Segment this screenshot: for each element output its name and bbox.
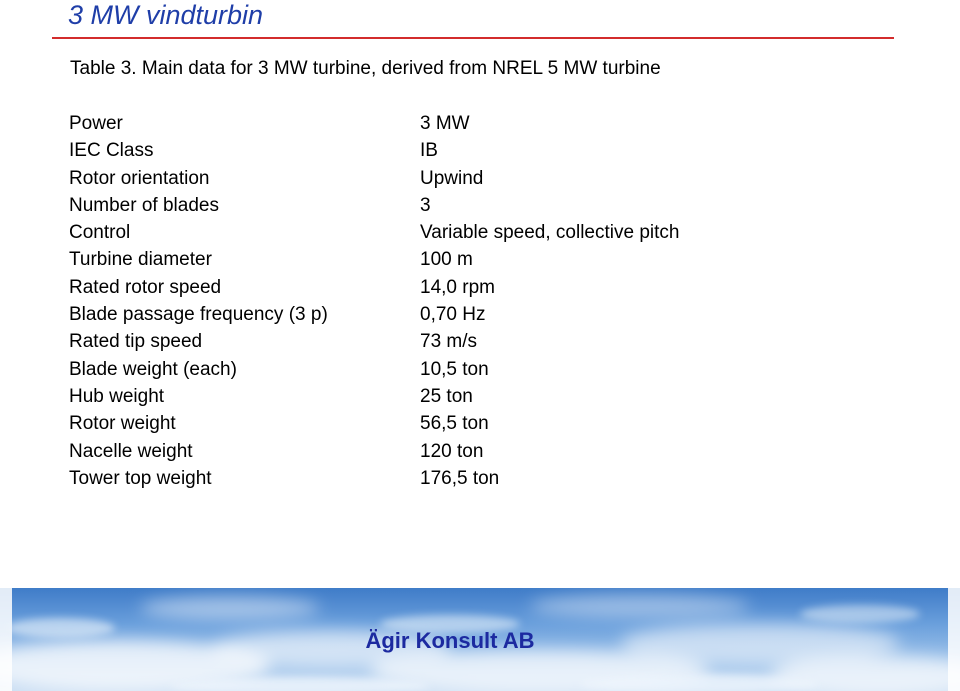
spec-label: Power [69, 113, 123, 134]
spec-value: 3 [420, 194, 431, 216]
spec-row [69, 137, 769, 164]
spec-label: Rotor weight [69, 413, 176, 435]
table-caption: Table 3. Main data for 3 MW turbine, derived from NREL 5 MW turbine [70, 58, 661, 79]
spec-value: IB [420, 140, 438, 162]
spec-label: Nacelle weight [69, 440, 193, 462]
spec-value: Upwind [420, 167, 484, 189]
spec-label: Rated rotor speed [69, 276, 222, 298]
spec-value: Variable speed, collective pitch [420, 222, 680, 244]
title-divider [52, 37, 894, 39]
spec-row [69, 383, 769, 410]
spec-label: Blade passage frequency (3 p) [69, 304, 328, 326]
spec-row [69, 165, 769, 192]
spec-table [69, 110, 769, 492]
spec-label: Rated tip speed [69, 331, 203, 353]
spec-value: 0,70 Hz [420, 304, 486, 326]
spec-label: Blade weight (each) [69, 358, 237, 380]
spec-value: 176,5 ton [420, 467, 500, 489]
spec-row [69, 328, 769, 355]
spec-row [69, 356, 769, 383]
spec-value: 120 ton [420, 440, 484, 462]
spec-label: Tower top weight [69, 467, 212, 489]
spec-value: 56,5 ton [420, 413, 489, 435]
spec-label: Control [69, 222, 131, 244]
spec-row [69, 219, 769, 246]
spec-label: Hub weight [69, 385, 165, 407]
spec-row [69, 274, 769, 301]
spec-row [69, 438, 769, 465]
spec-value: 25 ton [420, 385, 473, 407]
spec-label: Rotor orientation [69, 167, 210, 189]
spec-value: 14,0 rpm [420, 276, 495, 298]
company-name: Ägir Konsult AB [365, 628, 535, 653]
spec-row [69, 192, 769, 219]
spec-row [69, 246, 769, 273]
spec-row [69, 410, 769, 437]
spec-label: Number of blades [69, 194, 219, 216]
spec-value: 73 m/s [420, 331, 478, 353]
spec-row [69, 110, 769, 137]
spec-value: 100 m [420, 249, 473, 271]
spec-value: 10,5 ton [420, 358, 489, 380]
slide-title: 3 MW vindturbin [68, 0, 264, 30]
spec-row [69, 465, 769, 492]
spec-value: 3 MW [420, 113, 470, 134]
spec-label: Turbine diameter [69, 249, 212, 271]
spec-row [69, 301, 769, 328]
spec-label: IEC Class [69, 140, 154, 162]
